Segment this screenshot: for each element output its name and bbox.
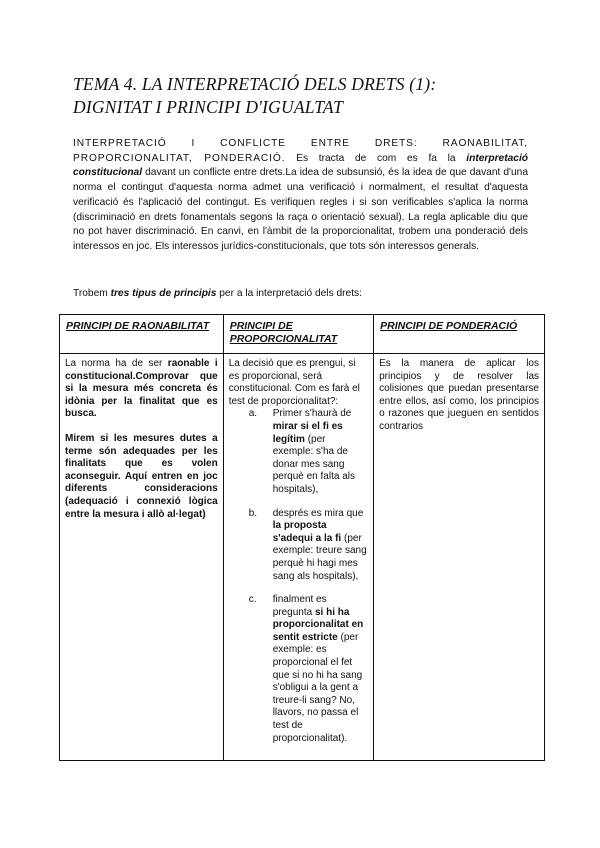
lead-post: per a la interpretació dels drets: (216, 288, 362, 299)
raonabilitat-text-b: raonable i constitucional.Comprovar que si la mesura més concreta és idònia per la finalitat que es busca. (65, 358, 218, 420)
list-marker: c. (248, 594, 257, 606)
table-header-row (60, 315, 545, 354)
intro-text-pre: Es tracta de com es fa la (285, 152, 467, 164)
cell-proporcionalitat (223, 354, 373, 761)
list-item (248, 594, 368, 745)
lead-sentence (73, 287, 528, 301)
list-item (248, 507, 368, 584)
raonabilitat-text-2: Mirem si les mesures dutes a terme són adequades per les finalitats que es volen aconseguir. Aquí entren en joc diferents consideracions (adequació i connexió lògica entre la mesura i allò al·legat) (65, 432, 218, 520)
step-text-bold: la proposta s'adequi a la fi (272, 520, 342, 544)
raonabilitat-text-a: La norma ha de ser (65, 358, 168, 369)
header-proporcionalitat: PRINCIPI DE PROPORCIONALITAT (223, 315, 373, 354)
intro-paragraph (73, 137, 528, 255)
lead-pre: Trobem (73, 288, 111, 299)
step-text-pre: finalment es pregunta (272, 594, 327, 618)
title-line-1: TEMA 4. LA INTERPRETACIÓ DELS DRETS (1): (73, 74, 437, 94)
cell-ponderacio (374, 354, 545, 761)
raonabilitat-paragraph-1 (65, 358, 218, 421)
lead-emphasis: tres tipus de principis (110, 288, 217, 299)
principles-table (59, 314, 545, 761)
table-body-row (60, 354, 545, 761)
intro-heading: INTERPRETACIÓ I CONFLICTE ENTRE DRETS: RAONABILITAT, PROPORCIONALITAT, PONDERACIÓ. (73, 138, 528, 164)
step-text-pre: Primer s'haurà de (272, 408, 352, 420)
proporcionalitat-steps (229, 408, 368, 745)
step-text-pre: després es mira que (272, 507, 364, 519)
list-marker: a. (248, 408, 258, 420)
step-text-bold: si hi ha proporcionalitat en sentit estricte (272, 606, 364, 643)
header-raonabilitat: PRINCIPI DE RAONABILITAT (60, 315, 224, 354)
intro-text-post: davant un conflicte entre drets.La idea de subsunsió, és la idea de que davant d'una norma el contingut d'aquesta norma admet una verificació i normalment, el resultat d'aquesta verificació és l'aplicació del contingut. Es verifiquen regles i si son verificables s'aplica la norma (discriminació en drets fonamentals segons la raça o orientació sexual). La regla aplicable diu que no pot haver discriminació. En canvi, en l'àmbit de la proporcionalitat, trobem una ponderació dels interessos en joc. Els interessos jurídics-constitucionals, que tots són interessos generals. (73, 167, 528, 252)
step-text-post: (per exemple: es proporcional el fet que si no hi ha sang s'obligui a la gent a treure-li sang? No, llavors, no passa el test de proporcionalitat). (272, 631, 363, 744)
step-text-post: (per exemple: s'ha de donar mes sang perquè en falta als hospitals), (272, 433, 355, 495)
step-text-bold: mirar si el fi es legítim (272, 420, 343, 445)
step-text-post: (per exemple: treure sang perquè hi hagi mes sang als hospitals), (272, 532, 367, 582)
header-ponderacio: PRINCIPI DE PONDERACIÓ (374, 315, 545, 354)
title-line-2: DIGNITAT I PRINCIPI D'IGUALTAT (73, 97, 344, 117)
raonabilitat-paragraph-2 (65, 433, 218, 521)
list-marker: b. (248, 507, 258, 519)
cell-raonabilitat (60, 354, 224, 761)
list-item (248, 408, 368, 496)
intro-emphasis: interpretació constitucional (73, 152, 529, 179)
ponderacio-text: Es la manera de aplicar los principios y de resolver las colisiones que puedan presentarse entre ellos, así como, los principios o razones que jueguen en sentidos contrarios (379, 358, 539, 432)
page-title (73, 73, 543, 119)
proporcionalitat-intro: La decisió que es prengui, si es proporcional, será constitucional. Com es farà el test de proporcionalitat?: (228, 358, 360, 407)
